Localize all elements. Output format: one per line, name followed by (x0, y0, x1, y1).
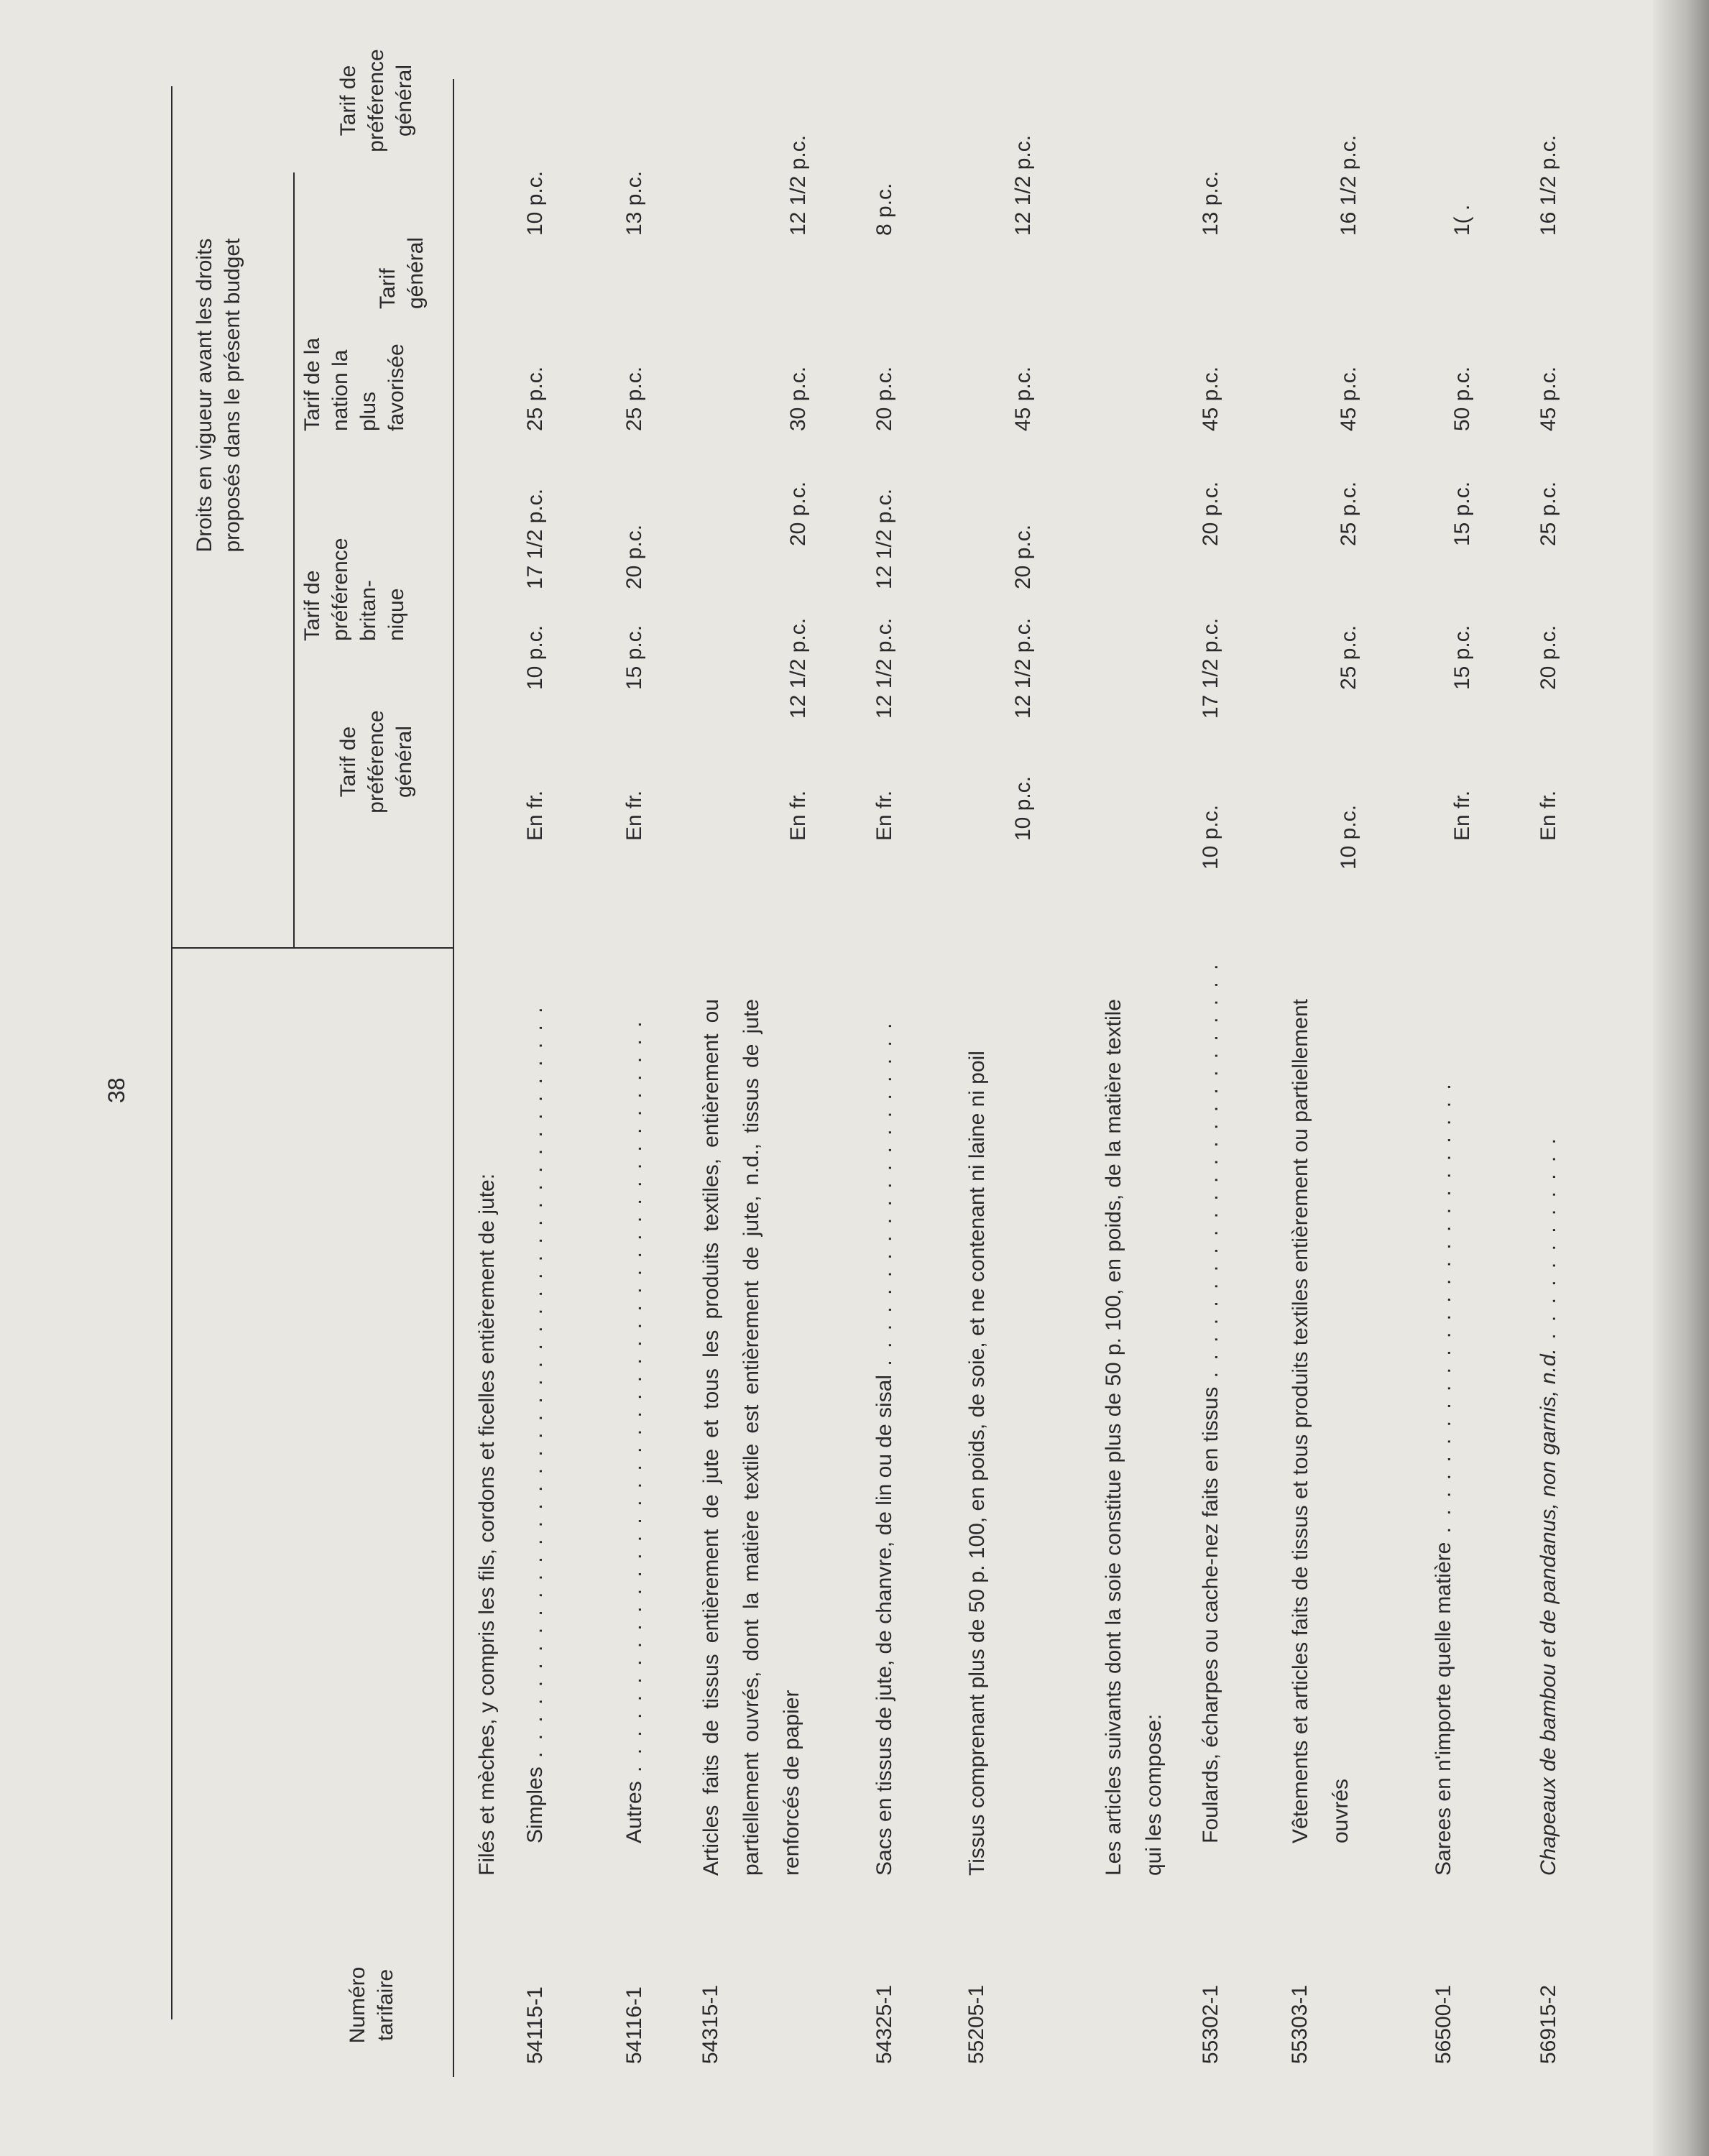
dot-leader: . . . . . . . . . . . . . . . . . . . . (872, 1020, 896, 1375)
header-rates-before-budget: Droits en vigueur avant les droits proposés dans le présent budget (193, 238, 244, 553)
rate-gpt-before: 12 1/2 p.c. (786, 134, 810, 236)
rate-gpt-proposed: En fr. (1537, 790, 1560, 841)
tariff-number: 54325-1 (872, 1984, 896, 2064)
rate-gpt-before: 8 p.c. (872, 183, 896, 236)
tariff-description: Chapeaux de bambou et de pandanus, non garnis, n.d. . . . . . . . . . . . . (1537, 1135, 1560, 1876)
rate-mfn: 25 p.c. (1337, 481, 1360, 546)
tariff-number: 54315-1 (699, 1984, 722, 2064)
tariff-description: Sarees en n'importe quelle matière . . . . . . . . . . . . . . . . . . . . . . . . . . (1432, 1081, 1455, 1876)
rate-mfn: 20 p.c. (1011, 524, 1035, 589)
dot-leader: . . . . . . . . . . . . . . . . . . . . . . . . (1199, 961, 1222, 1387)
rate-gpt-proposed: En fr. (1450, 790, 1474, 841)
rate-gpt-proposed: En fr. (786, 790, 810, 841)
tariff-number: 54116-1 (622, 1986, 646, 2064)
page-number: 38 (103, 1077, 129, 1103)
column-rule (171, 947, 453, 949)
rate-bpt: 12 1/2 p.c. (786, 617, 810, 719)
rate-general: 20 p.c. (872, 366, 896, 431)
tariff-number: 55302-1 (1199, 1984, 1222, 2064)
tariff-number: 55205-1 (964, 1984, 988, 2064)
tariff-description: Simples . . . . . . . . . . . . . . . . . . . . . . . . . . . . . . . . . . . . . . . . . . . (523, 1004, 547, 1843)
dot-leader: . . . . . . . . . . . . (1537, 1135, 1560, 1349)
rate-bpt: 25 p.c. (1337, 625, 1360, 690)
rate-gpt-proposed: 10 p.c. (1199, 804, 1222, 870)
section-intro-silk: Les articles suivants dont la soie constitue plus de 50 p. 100, en poids, de la matière textile qui les compose: (1102, 999, 1166, 1876)
rate-mfn: 12 1/2 p.c. (872, 488, 896, 589)
rate-bpt: 15 p.c. (1450, 625, 1474, 690)
rate-mfn: 20 p.c. (1199, 481, 1222, 546)
rate-gpt-proposed: 10 p.c. (1011, 775, 1035, 841)
header-bpt: Tarif de préférence britan-nique (300, 538, 408, 641)
rate-gpt-before: 1( . (1450, 204, 1474, 236)
dot-leader: . . . . . . . . . . . . . . . . . . . . . . . . . . . . . . . . . . . . . . . . . . . (523, 1004, 547, 1767)
rate-bpt: 20 p.c. (1537, 625, 1560, 690)
tariff-description: Foulards, écharpes ou cache-nez faits en tissus . . . . . . . . . . . . . . . . . . . . . . . . (1199, 961, 1222, 1843)
rate-gpt-before: 13 p.c. (1199, 170, 1222, 236)
rate-gpt-before: 16 1/2 p.c. (1337, 134, 1360, 236)
header-tariff-number: Numéro tarifaire (346, 1966, 397, 2044)
rate-general: 45 p.c. (1011, 366, 1035, 431)
rate-bpt: 15 p.c. (622, 625, 646, 690)
tariff-number: 56915-2 (1537, 1984, 1560, 2064)
rate-bpt: 12 1/2 p.c. (1011, 617, 1035, 719)
rate-mfn: 17 1/2 p.c. (523, 488, 547, 589)
header-general: Tarif général (376, 236, 428, 309)
rate-gpt-proposed: En fr. (622, 790, 646, 841)
rate-mfn: 25 p.c. (1537, 481, 1560, 546)
rate-general: 45 p.c. (1337, 366, 1360, 431)
dot-leader: . . . . . . . . . . . . . . . . . . . . . . . . . . . . . . . . . . . . . . . . . . . (622, 1018, 646, 1782)
rate-bpt: 17 1/2 p.c. (1199, 617, 1222, 719)
rate-general: 25 p.c. (523, 366, 547, 431)
rate-general: 30 p.c. (786, 366, 810, 431)
header-bottom-rule (453, 79, 454, 2077)
tariff-description: Sacs en tissus de jute, de chanvre, de lin ou de sisal . . . . . . . . . . . . . . . . . . . . (872, 1020, 896, 1876)
tariff-description: Tissus comprenant plus de 50 p. 100, en poids, de soie, et ne contenant ni laine ni poil (965, 1051, 989, 1876)
header-gpt-proposed: Tarif de préférence général (336, 710, 416, 814)
tariff-description: Articles faits de tissus entièrement de jute et tous les produits textiles, entièrement ou partiellement ouvrés, dont la matière textile est entièrement de jute, n.d., tissus de jute renforcés de papier (699, 999, 803, 1876)
rate-mfn: 20 p.c. (622, 524, 646, 589)
header-mfn: Tarif de la nation la plus favorisée (300, 337, 408, 431)
tariff-number: 56500-1 (1432, 1984, 1455, 2064)
header-gpt-before: Tarif de préférence général (336, 49, 416, 152)
header-top-rule (171, 86, 172, 2019)
rate-bpt: 12 1/2 p.c. (872, 617, 896, 719)
tariff-number: 55303-1 (1288, 1984, 1312, 2064)
rate-bpt: 10 p.c. (523, 625, 547, 690)
tariff-description: Vêtements et articles faits de tissus et tous produits textiles entièrement ou partiellement ouvrés (1289, 999, 1353, 1843)
rate-gpt-proposed: En fr. (872, 790, 896, 841)
rate-gpt-before: 16 1/2 p.c. (1537, 134, 1560, 236)
rate-general: 45 p.c. (1537, 366, 1560, 431)
tariff-number: 54115-1 (523, 1986, 547, 2064)
section-intro-jute: Filés et mèches, y compris les fils, cordons et ficelles entièrement de jute: (475, 1173, 499, 1876)
rate-gpt-before: 12 1/2 p.c. (1011, 134, 1035, 236)
rate-mfn: 20 p.c. (786, 481, 810, 546)
rate-general: 25 p.c. (622, 366, 646, 431)
rate-gpt-before: 13 p.c. (622, 170, 646, 236)
rate-gpt-before: 10 p.c. (523, 170, 547, 236)
rate-general: 50 p.c. (1450, 366, 1474, 431)
rate-gpt-proposed: 10 p.c. (1337, 804, 1360, 870)
header-group-rule (293, 172, 295, 949)
rate-mfn: 15 p.c. (1450, 481, 1474, 546)
rate-general: 45 p.c. (1199, 366, 1222, 431)
tariff-description: Autres . . . . . . . . . . . . . . . . . . . . . . . . . . . . . . . . . . . . . . . . . . . (622, 1018, 646, 1843)
dot-leader: . . . . . . . . . . . . . . . . . . . . . . . . . . (1432, 1081, 1455, 1542)
rate-gpt-proposed: En fr. (523, 790, 547, 841)
